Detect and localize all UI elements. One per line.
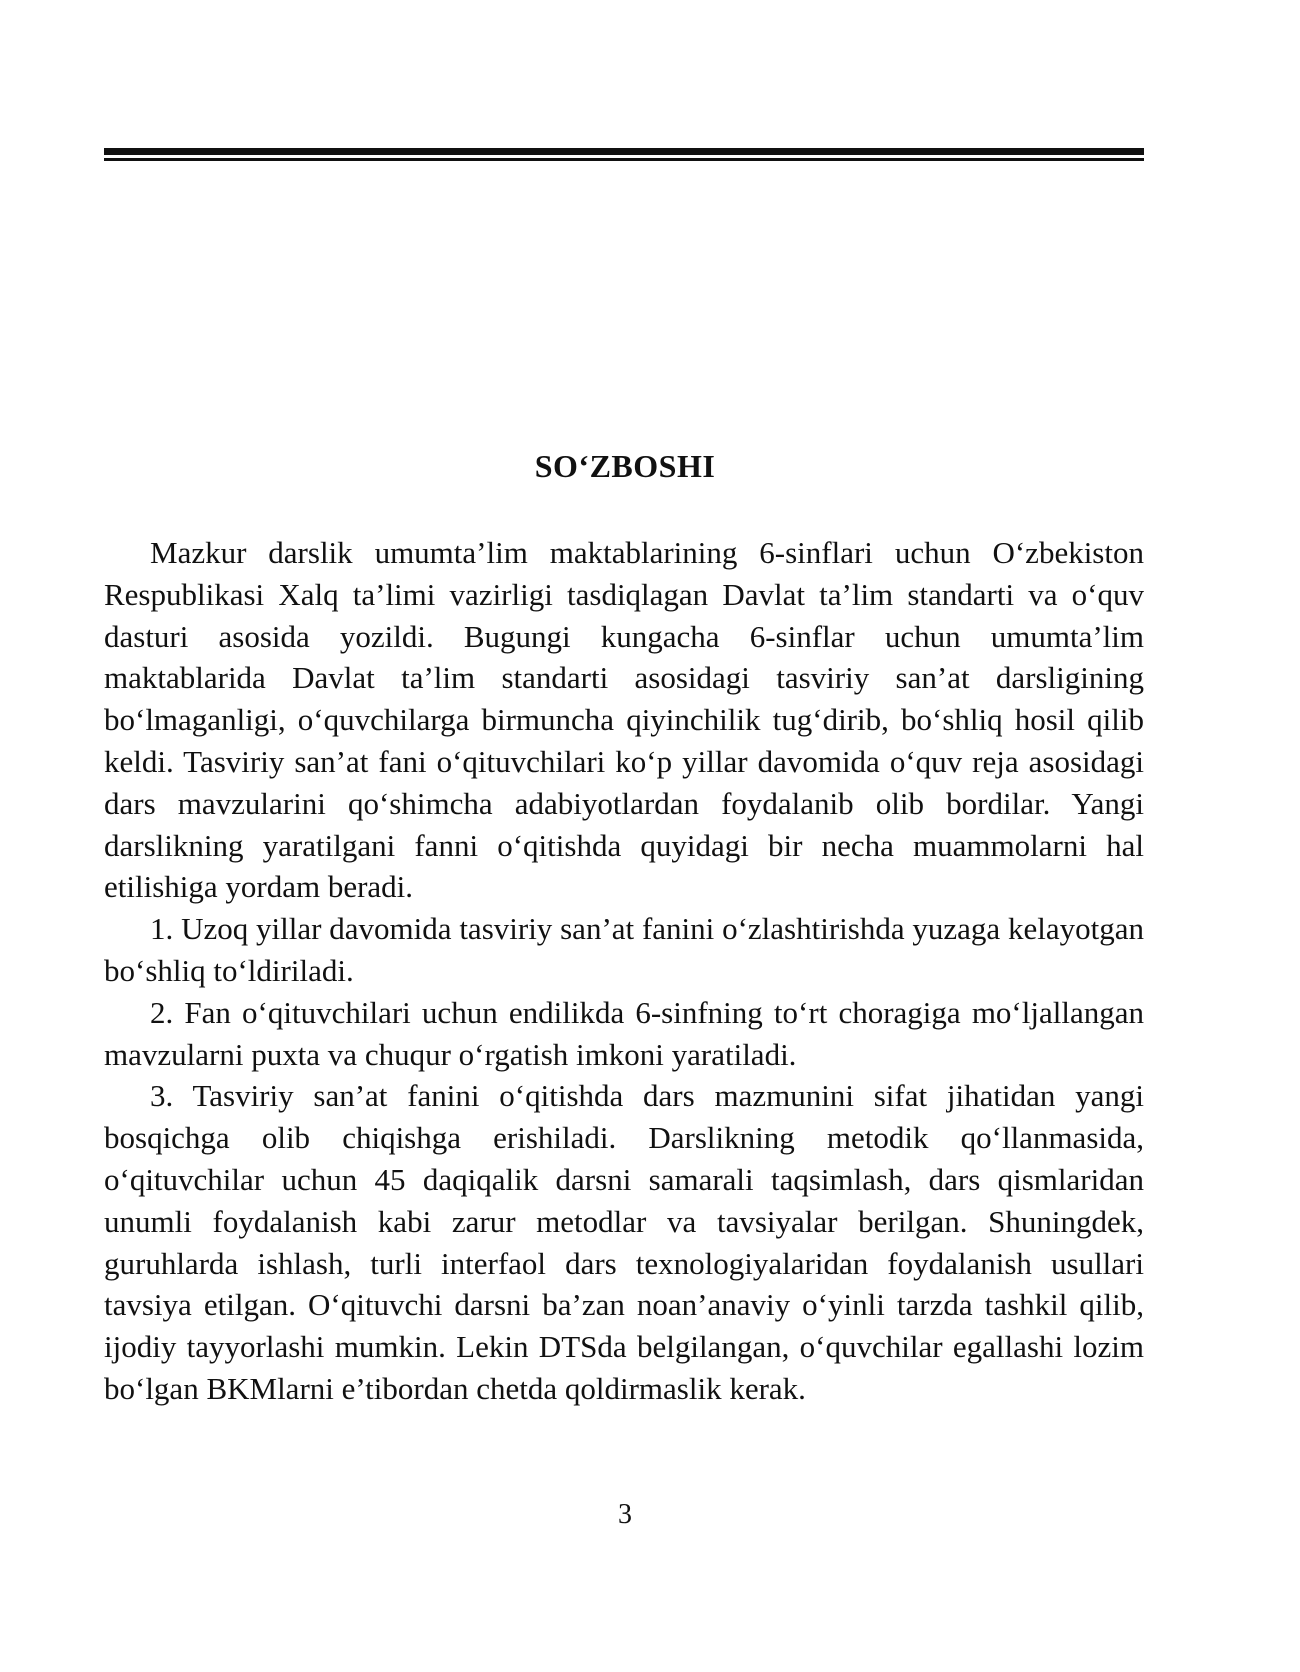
header-rule-thin: [104, 158, 1144, 161]
body-text: [104, 532, 1144, 1410]
paragraph-item-3: 3. Tasviriy san’at fanini o‘qitishda dars mazmunini sifat jihatidan yangi bosqichga olib chiqishga erishiladi. Darslikning metodik qo‘llanmasida, o‘qituvchilar uchun 45 daqiqalik darsni samarali taqsimlash, dars qismlaridan unumli foydalanish kabi zarur metodlar va tavsiyalar berilgan. Shuningdek, guruhlarda ishlash, turli interfaol dars texnologiyalaridan foydalanish usullari tavsiya etilgan. O‘qituvchi darsni ba’zan noan’anaviy o‘yinli tarzda tashkil qilib, ijodiy tayyorlashi mumkin. Lekin DTSda belgilangan, o‘quvchilar egallashi lozim bo‘lgan BKMlarni e’tibordan chetda qoldirmaslik kerak.: [104, 1078, 1144, 1406]
paragraph-intro: Mazkur darslik umumta’lim maktablarining 6-sinflari uchun O‘zbekiston Respublikasi Xalq ta’limi vazirligi tasdiqlagan Davlat ta’lim standarti va o‘quv dasturi asosida yozildi. Bugungi kungacha 6-sinflar uchun umumta’lim maktablarida Davlat ta’lim standarti asosidagi tasviriy san’at darsligining bo‘lmaganligi, o‘quvchilarga birmuncha qiyinchilik tug‘dirib, bo‘shliq hosil qilib keldi. Tasviriy san’at fani o‘qituvchilari ko‘p yillar davomida o‘quv reja asosidagi dars mavzularini qo‘shimcha adabiyotlardan foydalanib olib bordilar. Yangi darslikning yaratilgani fanni o‘qitishda quyidagi bir necha muammolarni hal etilishiga yordam beradi.: [104, 535, 1144, 905]
page-number: 3: [618, 1499, 632, 1530]
header-rule-thick: [104, 148, 1144, 155]
paragraph-item-2: 2. Fan o‘qituvchilari uchun endilikda 6-sinfning to‘rt choragiga mo‘ljallangan mavzularni puxta va chuqur o‘rgatish imkoni yaratiladi.: [104, 994, 1144, 1072]
section-heading: SO‘ZBOSHI: [534, 448, 716, 484]
paragraph-item-1: 1. Uzoq yillar davomida tasviriy san’at fanini o‘zlashtirishda yuzaga kelayotgan bo‘shliq to‘ldiriladi.: [104, 911, 1144, 988]
